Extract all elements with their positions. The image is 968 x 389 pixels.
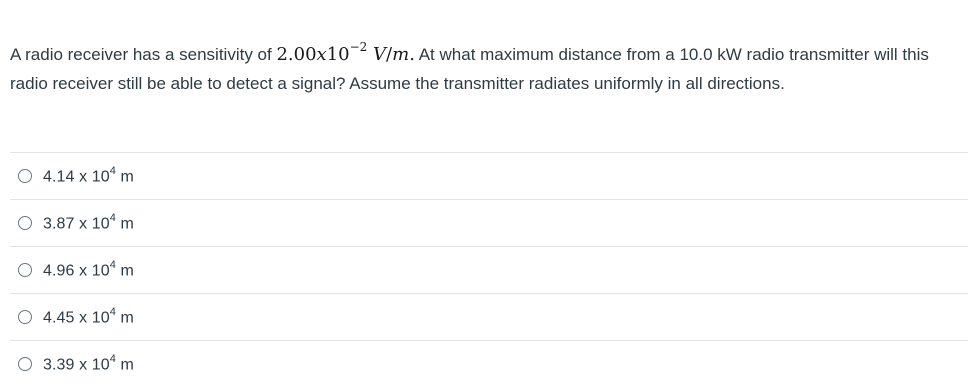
radio-button[interactable] [18,216,32,230]
answer-mantissa: 3.87 x 10 [43,215,110,233]
question-text [10,35,968,98]
radio-button[interactable] [18,357,32,371]
answer-unit: m [115,262,134,280]
answer-mantissa: 3.39 x 10 [43,356,110,374]
answer-label [43,307,134,327]
answer-exponent: 4 [109,258,116,271]
answer-label [43,354,134,374]
answer-option-2[interactable] [10,199,968,246]
answer-mantissa: 4.14 x 10 [43,168,110,186]
question-text-after: At what maximum distance from a 10.0 kW radio transmitter will this radio receiver still be able to detect a signal? Assume the transmitter radiates uniformly in all directions. [10,45,929,93]
answer-option-3[interactable] [10,246,968,293]
math-unit-m: m [392,44,410,65]
answer-unit: m [115,309,134,327]
math-period: . [409,44,415,65]
answer-exponent: 4 [109,211,116,224]
answer-option-4[interactable] [10,293,968,340]
answer-list [10,152,968,387]
answer-label [43,213,134,233]
answer-label [43,166,134,186]
math-coefficient: 2.00 [276,44,317,65]
radio-button[interactable] [18,263,32,277]
answer-option-1[interactable] [10,152,968,199]
answer-exponent: 4 [109,164,116,177]
answer-option-5[interactable] [10,340,968,387]
math-x: x [316,44,327,65]
question-text-before: A radio receiver has a sensitivity of [10,45,277,64]
math-exponent: −2 [349,40,368,54]
answer-mantissa: 4.96 x 10 [43,262,110,280]
answer-exponent: 4 [109,305,116,318]
radio-button[interactable] [18,169,32,183]
answer-exponent: 4 [109,352,116,365]
math-unit-v: V [373,44,387,65]
math-base: 10 [326,44,350,65]
answer-mantissa: 4.45 x 10 [43,309,110,327]
answer-unit: m [115,356,134,374]
answer-label [43,260,134,280]
answer-unit: m [115,168,134,186]
math-slash: / [386,44,393,65]
answer-unit: m [115,215,134,233]
radio-button[interactable] [18,310,32,324]
sensitivity-math [276,40,415,65]
